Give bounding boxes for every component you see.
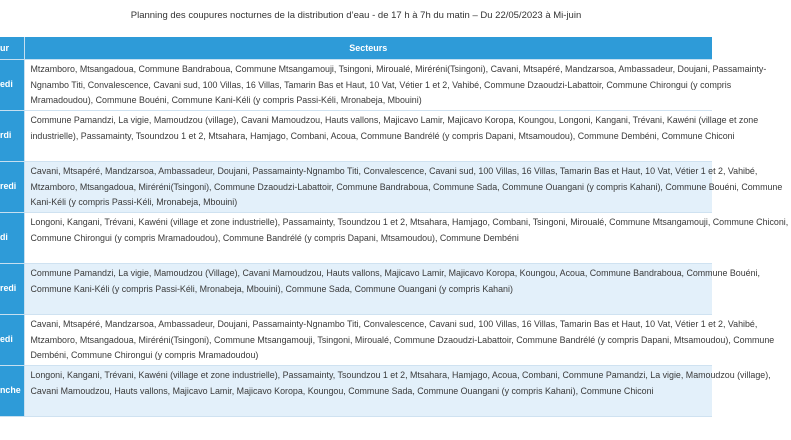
sectors-cell — [24, 111, 759, 162]
sectors-cell — [24, 264, 760, 315]
day-cell: redi — [0, 162, 24, 213]
sectors-cell — [24, 213, 789, 264]
day-cell: edi — [0, 315, 24, 366]
table-row — [0, 111, 712, 162]
sectors-text: Longoni, Kangani, Trévani, Kawéni (village et zone industrielle), Passamainty, Tsoundzou 1 et 2, Mtsahara, Hamjago, Acoua, Combani, Commune Pamandzi, La vigie, Mamoudzou (village), Cavani Mamoudzou, Hauts vallons, Majicavo Lamir, Majicavo Koropa, Koungou, Commune Sada, Commune Ouangani (y compris Kahani), Commune Chiconi — [30, 370, 771, 396]
day-cell: edi — [0, 60, 24, 111]
sectors-text: Commune Pamandzi, La vigie, Mamoudzou (Village), Cavani Mamoudzou, Hauts vallons, Majicavo Lamir, Majicavo Koropa, Koungou, Acoua, Commune Bandraboua, Commune Bouéni, Commune Kani-Kéli (y compris Passi-Kéli, Mronabeja, Mbouini), Commune Sada, Commune Ouangani (y compris Kahani) — [30, 268, 760, 294]
sectors-text: Longoni, Kangani, Trévani, Kawéni (village et zone industrielle), Passamainty, Tsoundzou 1 et 2, Mtsahara, Hamjago, Combani, Tsingoni, Miroualé, Commune Mtsangamouji, Commune Chiconi, Commune Chirongui (y compris Mramadoudou), Commune Bandrélé (y compris Dapani, Mtsamoudou), Commune Dembéni — [30, 217, 789, 243]
sectors-text: Cavani, Mtsapéré, Mandzarsoa, Ambassadeur, Doujani, Passamainty-Ngnambo Titi, Convalescence, Cavani sud, 100 Villas, 16 Villas, Tamarin Bas et Haut, 10 Vat, Vétier 1 et 2, Vahibé, Mtzamboro, Mtsangadoua, Miréréni(Tsingoni), Commune Mtsangamouji, Tsingoni, Miroualé, Commune Dzaoudzi-Labattoir, Commune Bandrélé (y compris Dapani, Mtsamoudou), Commune Dembéni, Commune Chirongui (y compris Mramadoudou) — [30, 319, 775, 360]
day-column-header: ur — [0, 37, 24, 60]
day-cell: di — [0, 213, 24, 264]
sectors-cell — [24, 162, 783, 213]
sectors-cell — [24, 366, 771, 417]
sectors-cell — [24, 315, 775, 366]
table-header-row — [0, 37, 712, 60]
sectors-text: Mtzamboro, Mtsangadoua, Commune Bandraboua, Commune Mtsangamouji, Tsingoni, Miroualé, Miréréni(Tsingoni), Cavani, Mtsapéré, Mandzarsoa, Ambassadeur, Doujani, Passamainty-Ngnambo Titi, Convalescence, Cavani sud, 100 Villas, 16 Villas, Tamarin Bas et Haut, 10 Vat, Vétier 1 et 2, Vahibé, Commune Dzaoudzi-Labattoir, Commune Chirongui (y compris Mramadoudou), Commune Bouéni, Commune Kani-Kéli (y compris Passi-Kéli, Mronabeja, Mbouini) — [30, 64, 767, 105]
table-row — [0, 162, 712, 213]
page-title: Planning des coupures nocturnes de la distribution d’eau - de 17 h à 7h du matin – Du 22/05/2023 à Mi-juin — [130, 10, 582, 21]
day-cell: rdi — [0, 111, 24, 162]
day-cell: redi — [0, 264, 24, 315]
table-row — [0, 60, 712, 111]
sectors-text: Cavani, Mtsapéré, Mandzarsoa, Ambassadeur, Doujani, Passamainty-Ngnambo Titi, Convalescence, Cavani sud, 100 Villas, 16 Villas, Tamarin Bas et Haut, 10 Vat, Vétier 1 et 2, Vahibé, Mtzamboro, Mtsangadoua, Miréréni(Tsingoni), Commune Dzaoudzi-Labattoir, Commune Bandraboua, Commune Sada, Commune Ouangani (y compris Kahani), Commune Bouéni, Commune Kani-Kéli (y compris Passi-Kéli, Mronabeja, Mbouini) — [30, 166, 783, 207]
table-row — [0, 264, 712, 315]
table-row — [0, 315, 712, 366]
schedule-table — [0, 37, 789, 417]
sectors-text: Commune Pamandzi, La vigie, Mamoudzou (village), Cavani Mamoudzou, Hauts vallons, Majicavo Lamir, Majicavo Koropa, Koungou, Longoni, Kangani, Trévani, Kawéni (village et zone industrielle), Passamainty, Tsoundzou 1 et 2, Mtsahara, Hamjago, Combani, Acoua, Commune Bandrélé (y compris Dapani, Mtsamoudou), Commune Dembéni, Commune Chiconi — [30, 115, 759, 141]
table-row — [0, 366, 712, 417]
day-cell: nche — [0, 366, 24, 417]
sectors-cell — [24, 60, 767, 111]
table-row — [0, 213, 712, 264]
sectors-column-header: Secteurs — [24, 37, 712, 60]
